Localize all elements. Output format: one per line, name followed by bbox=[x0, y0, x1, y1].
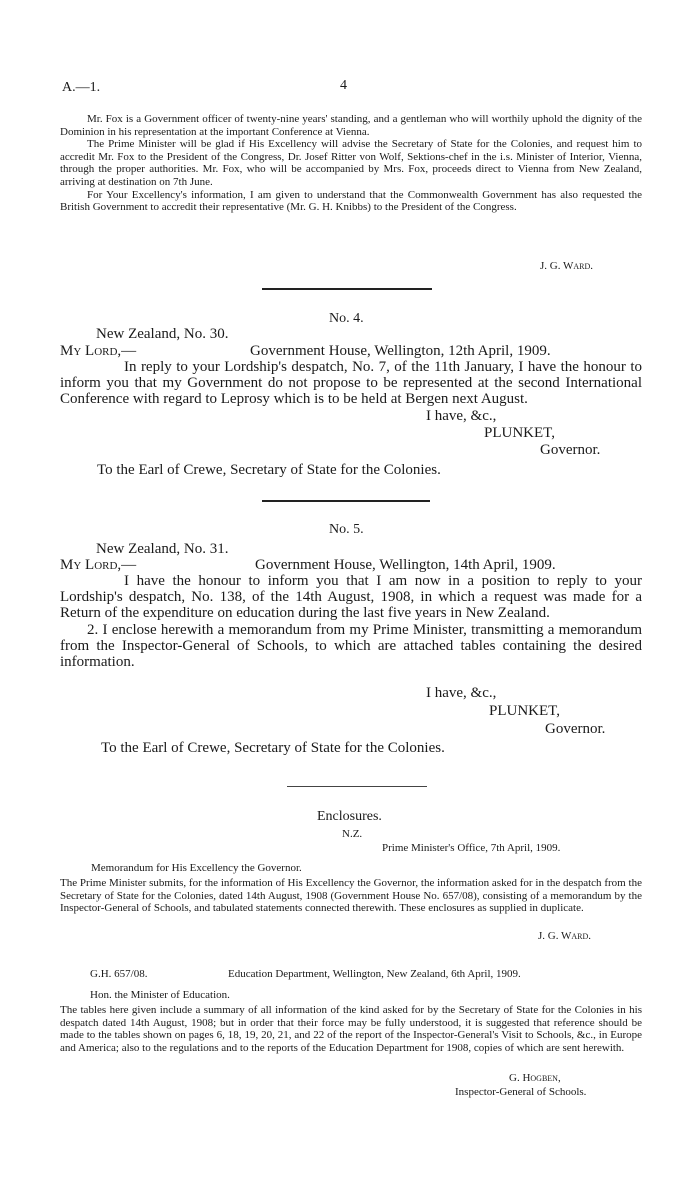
intro-signature: J. G. Ward. bbox=[540, 260, 594, 272]
no4-closing: I have, &c., bbox=[426, 408, 497, 424]
tables-body: The tables here given include a summary of all information of the kind asked for by the Secretary of State for the Colonies in his despatch dated 14th August, 1908; but in order that their force may be fully understood, it is suggested that reference should be made to the tables shown on pages 6, 18, 19, 20, 21, and 22 of the report of the Inspector-General's Visit to Schools, &c., in Europe and America; also to the regulations and to the reports of the Education Department for 1908, copies of which are sent herewith. bbox=[60, 1004, 642, 1054]
no4-body: In reply to your Lordship's despatch, No. 7, of the 11th January, I have the honour to inform you that my Government do not propose to be represented at the second International Conference with regard to Leprosy which is to be held at Bergen next August. bbox=[60, 359, 642, 408]
no5-signer-title: Governor. bbox=[545, 721, 606, 737]
intro-section bbox=[60, 113, 642, 214]
enclosures-office-date: Prime Minister's Office, 7th April, 1909. bbox=[382, 842, 561, 854]
gh-reference: G.H. 657/08. bbox=[90, 968, 148, 980]
no5-body-2: 2. I enclose herewith a memorandum from my Prime Minister, transmitting a memorandum from the Inspector-General of Schools, to which are attached tables containing the desired information. bbox=[60, 621, 642, 671]
enclosures-title: Enclosures. bbox=[317, 809, 382, 824]
no5-body-section bbox=[60, 573, 642, 670]
memo-signature: J. G. Ward. bbox=[538, 930, 592, 942]
intro-paragraph-2: The Prime Minister will be glad if His Excellency will advise the Secretary of State for the Colonies, and request him to accredit Mr. Fox to the President of the Congress, Dr. Josef Ritter von Wolf, Sektions-chef in the i.s. Minister of Interior, Vienna, through the proper authorities. Mr. Fox, who will be accompanied by Mrs. Fox, proceeds direct to Vienna from New Zealand, arriving at destination on 7th June. bbox=[60, 138, 642, 188]
enclosures-nz: N.Z. bbox=[342, 828, 363, 840]
no4-signer-title: Governor. bbox=[540, 442, 601, 458]
no4-signer: PLUNKET, bbox=[484, 425, 555, 441]
section-divider bbox=[287, 786, 427, 787]
no5-nz-number: New Zealand, No. 31. bbox=[96, 541, 229, 557]
no4-body-section bbox=[60, 359, 642, 408]
memo-body: The Prime Minister submits, for the information of His Excellency the Governor, the information asked for in the despatch from the Secretary of State for the Colonies, dated 14th August, 1908 (Government House No. 657/08), consisting of a memorandum by the Inspector-General of Schools, and tabulated statements connected therewith. These enclosures as supplied in duplicate. bbox=[60, 877, 642, 915]
memo-heading: Memorandum for His Excellency the Governor. bbox=[91, 862, 302, 874]
memo-body-section bbox=[60, 877, 642, 915]
no5-title: No. 5. bbox=[329, 522, 364, 537]
to-minister: Hon. the Minister of Education. bbox=[90, 989, 230, 1001]
tables-signature: G. Hogben, bbox=[509, 1072, 561, 1084]
no5-addressee: To the Earl of Crewe, Secretary of State for the Colonies. bbox=[101, 740, 445, 756]
no5-signer: PLUNKET, bbox=[489, 703, 560, 719]
intro-paragraph-1: Mr. Fox is a Government officer of twenty-nine years' standing, and a gentleman who will worthily uphold the dignity of the Dominion in his representation at the important Conference at Vienna. bbox=[60, 113, 642, 138]
no5-closing: I have, &c., bbox=[426, 685, 497, 701]
no5-body-1: I have the honour to inform you that I am now in a position to reply to your Lordship's despatch, No. 138, of the 14th August, 1908, in which a request was made for a Return of the expenditure on education during the last five years in New Zealand. bbox=[60, 573, 642, 622]
no4-title: No. 4. bbox=[329, 311, 364, 326]
section-divider bbox=[262, 288, 432, 290]
no5-place-date: Government House, Wellington, 14th April, 1909. bbox=[255, 557, 556, 573]
page-number: 4 bbox=[340, 78, 347, 93]
tables-body-section bbox=[60, 1004, 642, 1054]
intro-paragraph-3: For Your Excellency's information, I am given to understand that the Commonwealth Government has also requested the British Government to accredit their representative (Mr. G. H. Knibbs) to the President of the Congress. bbox=[60, 188, 642, 214]
education-department-date: Education Department, Wellington, New Zealand, 6th April, 1909. bbox=[228, 968, 521, 980]
page-reference: A.—1. bbox=[62, 80, 101, 95]
no4-place-date: Government House, Wellington, 12th April, 1909. bbox=[250, 343, 551, 359]
no4-salutation: My Lord,— bbox=[60, 343, 137, 359]
section-divider bbox=[262, 500, 430, 502]
no5-salutation: My Lord,— bbox=[60, 557, 137, 573]
no4-nz-number: New Zealand, No. 30. bbox=[96, 326, 229, 342]
no4-addressee: To the Earl of Crewe, Secretary of State for the Colonies. bbox=[97, 462, 441, 478]
tables-signature-title: Inspector-General of Schools. bbox=[455, 1086, 587, 1098]
